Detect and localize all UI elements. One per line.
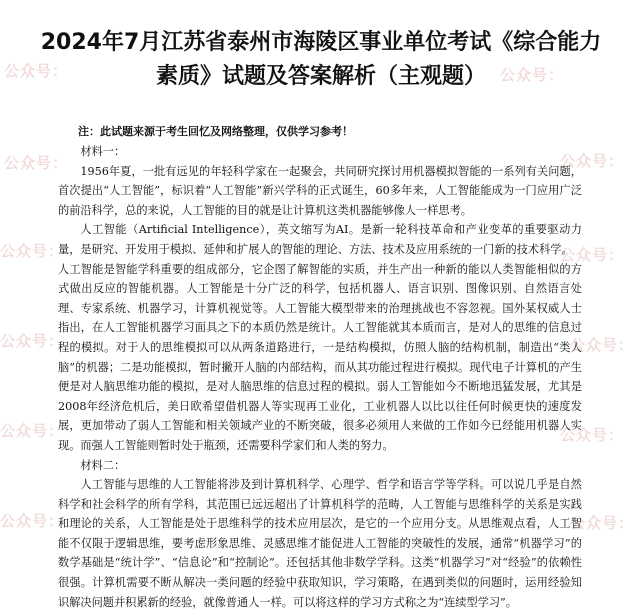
- watermark: 公众号：: [500, 66, 565, 84]
- watermark: 公众号：: [0, 332, 65, 350]
- page-title: 2024年7月江苏省泰州市海陵区事业单位考试《综合能力素质》试题及答案解析（主观题）: [40, 30, 602, 89]
- watermark: 公众号：: [4, 154, 69, 172]
- material-1-paragraph-2: 人工智能（Artificial Intelligence），英文缩写为AI。是新一轮科技革命和产业变革的重要驱动力量，是研究、开发用于模拟、延伸和扩展人的智能的理论、方法、技术及应用系统的一门新的技术科学。: [58, 223, 582, 256]
- watermark: 公众号：: [4, 62, 69, 80]
- material-1-label: 材料一：: [80, 145, 126, 158]
- watermark: 公众号：: [570, 514, 635, 532]
- material-1-paragraph-3: 人工智能是智能学科重要的组成部分，它企图了解智能的实质，并生产出一种新的能以人类智能相似的方式做出反应的智能机器。人工智能是十分广泛的科学，包括机器人、语言识别、图像识别、自然语言处理、专家系统、机器学习，计算机视觉等。人工智能大模型带来的治理挑战也不容忽视。国外某权威人士指出，在人工智能机器学习面具之下的本质仍然是统计。人工智能就其本质而言，是对人的思维的信息过程的模拟。对于人的思维模拟可以从两条道路进行，一是结构模拟，仿照人脑的结构机制，制造出“类人脑”的机器；二是功能模拟，暂时撇开人脑的内部结构，而从其功能过程进行模拟。现代电子计算机的产生便是对人脑思维功能的模拟，是对人脑思维的信息过程的模拟。弱人工智能如今不断地迅猛发展，尤其是2008年经济危机后，美日欧希望借机器人等实现再工业化，工业机器人以比以往任何时候更快的速度发展，更加带动了弱人工智能和相关领域产业的不断突破，很多必须用人来做的工作如今已经能用机器人实现。而强人工智能则暂时处于瓶颈，还需要科学家们和人类的努力。: [58, 262, 582, 452]
- watermark: 公众号：: [0, 242, 65, 260]
- watermark: 公众号：: [0, 422, 65, 440]
- material-2-label: 材料二：: [80, 458, 126, 472]
- source-note: 注：此试题来源于考生回忆及网络整理，仅供学习参考！: [78, 125, 353, 138]
- watermark: 公众号：: [560, 426, 625, 444]
- material-2-paragraph-1: 人工智能与思维的人工智能将涉及到计算机科学、心理学、哲学和语言学等学科。可以说几乎是自然科学和社会科学的所有学科，其范围已远远超出了计算机科学的范畴，人工智能与思维科学的关系是实践和理论的关系，人工智能是处于思维科学的技术应用层次，是它的一个应用分支。从思维观点看，人工智能不仅限于逻辑思维，要考虑形象思维、灵感思维才能促进人工智能的突破性的发展，通常“机器学习”的数学基础是“统计学”、“信息论”和“控制论”。还包括其他非数学学科。这类“机器学习”对“经验”的依赖性很强。计算机需要不断从解决一类问题的经验中获取知识，学习策略，在遇到类似的问题时，运用经验知识解决问题并积累新的经验，就像普通人一样。可以将这样的学习方式称之为“连续型学习”。: [58, 478, 582, 609]
- material-1-paragraph-1: 1956年夏，一批有远见的年轻科学家在一起聚会，共同研究探讨用机器模拟智能的一系列有关问题，首次提出“人工智能”，标识着“人工智能”新兴学科的正式诞生，60多年来，人工智能能成为一门应用广泛的前沿科学，总的来说，人工智能的目的就是让计算机这类机器能够像人一样思考。: [58, 164, 582, 217]
- watermark: 公众号：: [0, 512, 65, 530]
- watermark: 公众号：: [560, 246, 625, 264]
- watermark: 公众号：: [570, 336, 635, 354]
- document-body: [58, 142, 582, 612]
- watermark: 公众号：: [560, 152, 625, 170]
